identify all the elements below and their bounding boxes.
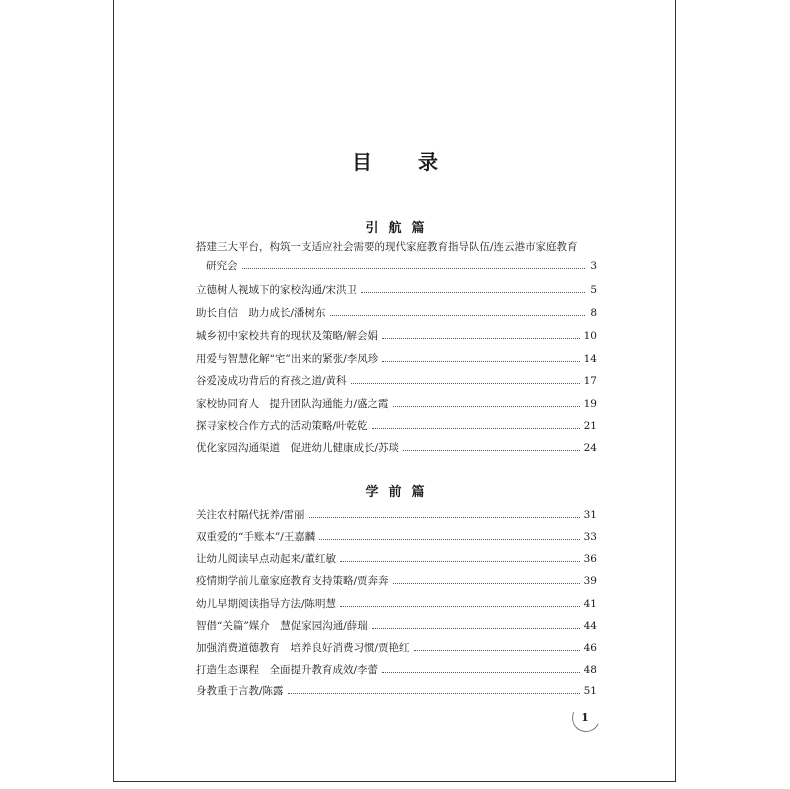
toc-entry[interactable]: 疫情期学前儿童家庭教育支持策略/贾奔奔 39 <box>196 570 597 588</box>
page-number-badge: 1 <box>572 704 598 730</box>
leader-dots <box>414 636 580 651</box>
leader-dots <box>361 278 585 293</box>
leader-dots <box>382 324 580 339</box>
toc-entry[interactable]: 探寻家校合作方式的活动策略/叶乾乾 21 <box>196 415 597 433</box>
toc-entry[interactable]: 谷爱凌成功背后的育孩之道/黄科 17 <box>196 370 597 388</box>
toc-entry[interactable]: 城乡初中家校共育的现状及策略/解会娟 10 <box>196 325 597 343</box>
toc-entry[interactable]: 研究会 3 <box>206 255 597 273</box>
leader-dots <box>330 301 585 316</box>
toc-entry[interactable]: 立德树人视域下的家校沟通/宋洪卫 5 <box>196 279 597 297</box>
leader-dots <box>319 525 579 540</box>
section-heading-yinhang: 引航篇 <box>365 221 435 236</box>
toc-entry[interactable]: 双重爱的“手账本”/王嘉麟 33 <box>196 526 597 544</box>
toc-entry[interactable]: 助长自信 助力成长/潘树东 8 <box>196 302 597 320</box>
leader-dots <box>393 392 580 407</box>
section-heading-xueqian: 学前篇 <box>365 485 435 500</box>
toc-entry-first-line1[interactable]: 搭建三大平台，构筑一支适应社会需要的现代家庭教育指导队伍/连云港市家庭教育 <box>196 241 578 253</box>
toc-entry[interactable]: 打造生态课程 全面提升教育成效/李蕾 48 <box>196 659 597 677</box>
toc-entry[interactable]: 加强消费道德教育 培养良好消费习惯/贾艳红 46 <box>196 637 597 655</box>
leader-dots <box>372 414 580 429</box>
leader-dots <box>403 436 580 451</box>
leader-dots <box>242 254 586 269</box>
leader-dots <box>382 658 580 673</box>
toc-entry[interactable]: 优化家园沟通渠道 促进幼儿健康成长/苏琰 24 <box>196 437 597 455</box>
toc-entry[interactable]: 关注农村隔代抚养/雷丽 31 <box>196 504 597 522</box>
leader-dots <box>382 347 579 362</box>
toc-entry[interactable]: 智借“关篇”媒介 慧促家园沟通/薛瑞 44 <box>196 615 597 633</box>
toc-entry[interactable]: 身教重于言教/陈露 51 <box>196 680 597 698</box>
leader-dots <box>340 547 580 562</box>
toc-entry[interactable]: 家校协同育人 提升团队沟通能力/盛之霞 19 <box>196 393 597 411</box>
toc-entry[interactable]: 用爱与智慧化解“宅”出来的紧张/李凤珍 14 <box>196 348 597 366</box>
toc-entry[interactable]: 幼儿早期阅读指导方法/陈明慧 41 <box>196 593 597 611</box>
leader-dots <box>288 679 580 694</box>
leader-dots <box>351 369 580 384</box>
leader-dots <box>393 569 580 584</box>
page-title: 目 录 <box>352 150 438 174</box>
toc-entry[interactable]: 让幼儿阅读早点动起来/董红敏 36 <box>196 548 597 566</box>
leader-dots <box>372 614 580 629</box>
leader-dots <box>309 503 580 518</box>
leader-dots <box>340 592 580 607</box>
